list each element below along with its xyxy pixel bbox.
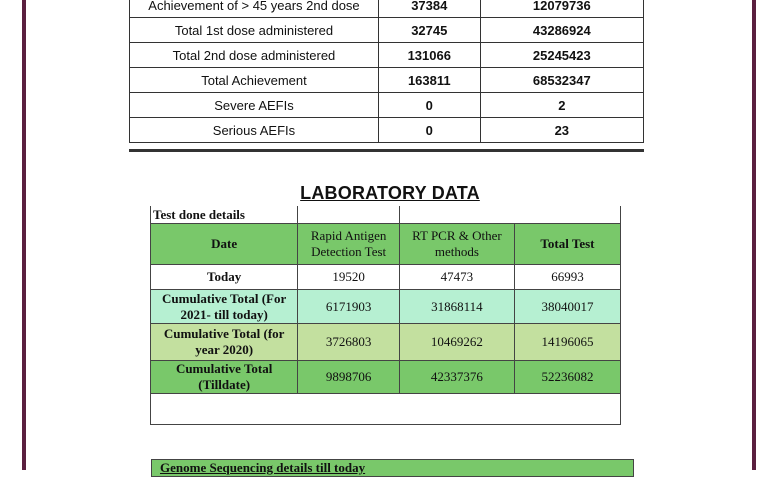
caption-spacer <box>298 206 400 224</box>
row-label: Serious AEFIs <box>130 118 379 143</box>
total-value: 66993 <box>514 265 620 290</box>
rtpcr-value: 10469262 <box>399 324 514 361</box>
rapid-value: 3726803 <box>298 324 400 361</box>
caption-spacer <box>399 206 514 224</box>
table-row <box>130 43 644 68</box>
row-label: Cumulative Total (Tilldate) <box>151 361 298 394</box>
table-row <box>130 18 644 43</box>
row-label: Severe AEFIs <box>130 93 379 118</box>
table-row <box>151 290 621 324</box>
table-bottom-rule <box>129 149 644 152</box>
laboratory-heading: LABORATORY DATA <box>300 183 480 203</box>
row-label: Cumulative Total (for year 2020) <box>151 324 298 361</box>
row-label: Today <box>151 265 298 290</box>
today-value: 0 <box>378 118 480 143</box>
table-row <box>130 68 644 93</box>
rapid-value: 6171903 <box>298 290 400 324</box>
cumulative-value: 23 <box>480 118 643 143</box>
column-header-total-test: Total Test <box>514 224 620 265</box>
row-label: Total 1st dose administered <box>130 18 379 43</box>
today-value: 0 <box>378 93 480 118</box>
rtpcr-value: 31868114 <box>399 290 514 324</box>
vaccination-table <box>129 0 644 143</box>
total-value: 38040017 <box>514 290 620 324</box>
table-row <box>130 93 644 118</box>
table-row <box>130 0 644 18</box>
table-caption-row <box>151 206 621 224</box>
table-row <box>151 324 621 361</box>
laboratory-table <box>150 206 621 425</box>
laboratory-table-wrapper <box>150 206 621 420</box>
column-header-rapid-antigen: Rapid Antigen Detection Test <box>298 224 400 265</box>
page-frame-right-border <box>752 0 756 470</box>
rtpcr-value: 42337376 <box>399 361 514 394</box>
rapid-value: 9898706 <box>298 361 400 394</box>
empty-cell <box>151 394 621 425</box>
table-caption: Test done details <box>151 206 298 224</box>
rapid-value: 19520 <box>298 265 400 290</box>
row-label: Total Achievement <box>130 68 379 93</box>
row-label: Achievement of > 45 years 2nd dose <box>130 0 379 18</box>
genome-sequencing-header: Genome Sequencing details till today <box>151 459 634 477</box>
cumulative-value: 43286924 <box>480 18 643 43</box>
today-value: 131066 <box>378 43 480 68</box>
today-value: 37384 <box>378 0 480 18</box>
page-frame-left-border <box>22 0 26 470</box>
header-row <box>151 224 621 265</box>
blank-row <box>151 394 621 425</box>
cumulative-value: 2 <box>480 93 643 118</box>
rtpcr-value: 47473 <box>399 265 514 290</box>
table-row <box>151 361 621 394</box>
cumulative-value: 68532347 <box>480 68 643 93</box>
cumulative-value: 25245423 <box>480 43 643 68</box>
table-row <box>130 118 644 143</box>
row-label: Cumulative Total (For 2021- till today) <box>151 290 298 324</box>
column-header-rtpcr: RT PCR & Other methods <box>399 224 514 265</box>
today-value: 32745 <box>378 18 480 43</box>
table-row <box>151 265 621 290</box>
total-value: 52236082 <box>514 361 620 394</box>
row-label: Total 2nd dose administered <box>130 43 379 68</box>
caption-spacer <box>514 206 620 224</box>
total-value: 14196065 <box>514 324 620 361</box>
cumulative-value: 12079736 <box>480 0 643 18</box>
today-value: 163811 <box>378 68 480 93</box>
column-header-date: Date <box>151 224 298 265</box>
